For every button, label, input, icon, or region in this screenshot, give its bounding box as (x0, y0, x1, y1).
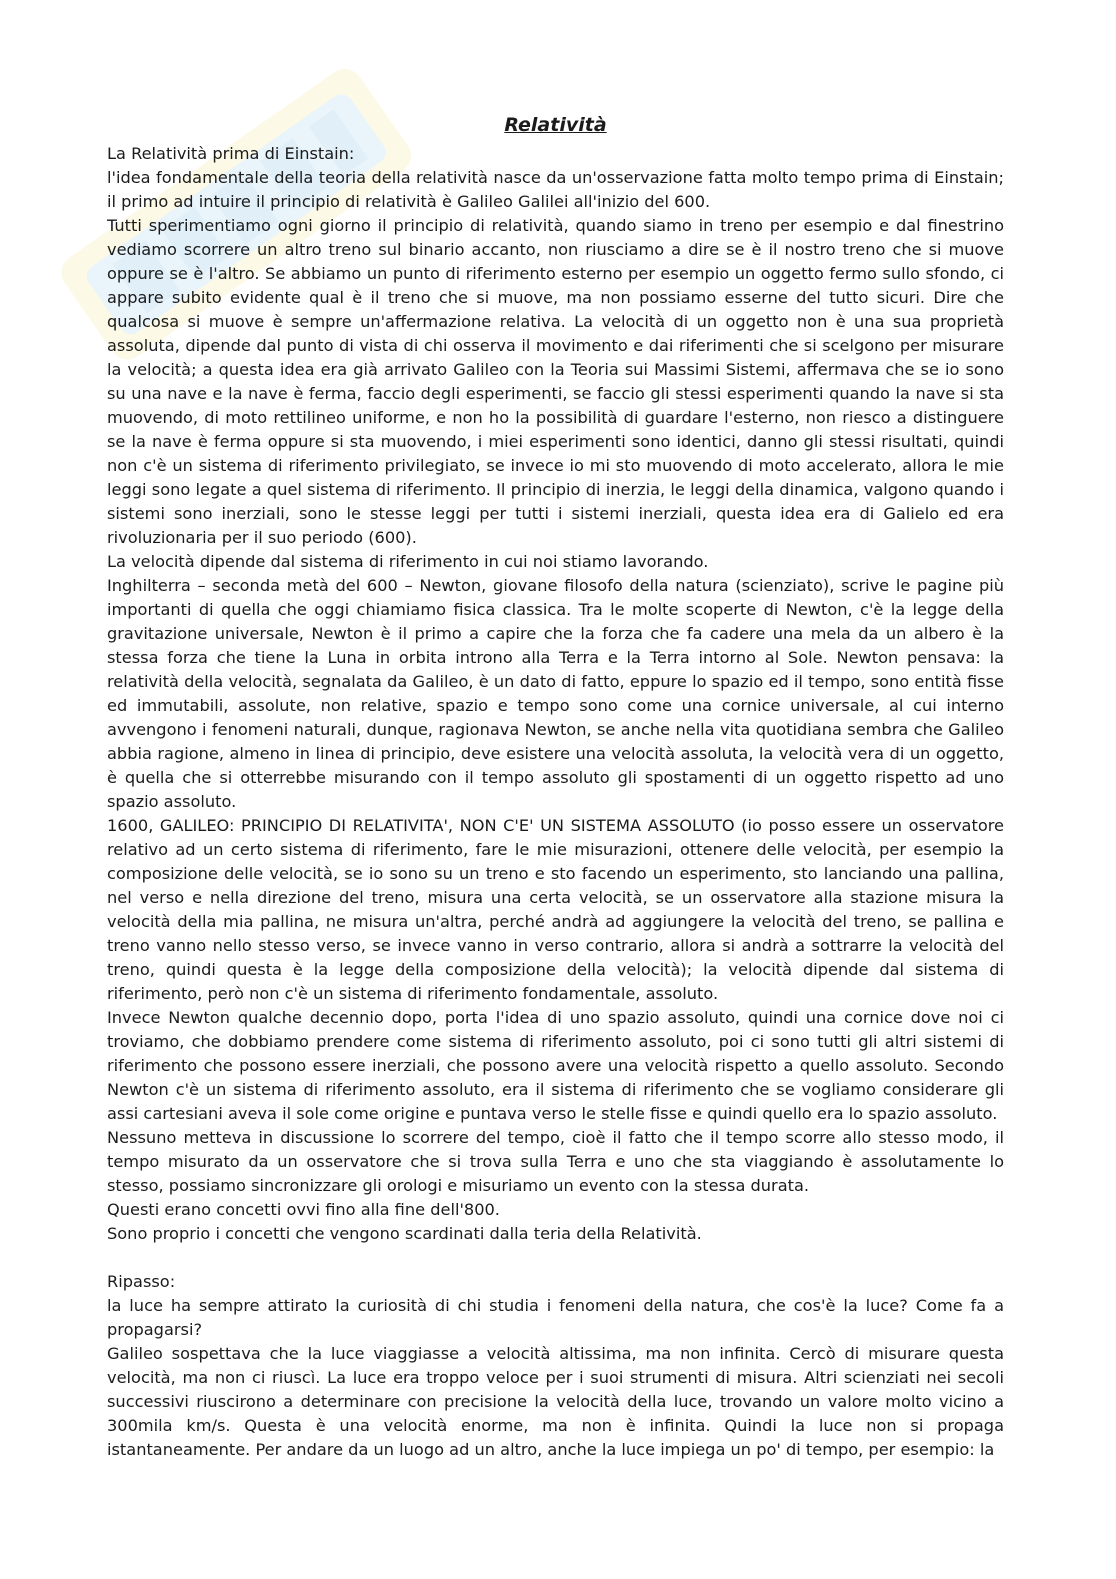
paragraph: Questi erano concetti ovvi fino alla fine dell'800. (107, 1200, 500, 1219)
document-page (107, 112, 1004, 1462)
paragraph: 1600, GALILEO: PRINCIPIO DI RELATIVITA', NON C'E' UN SISTEMA ASSOLUTO (io posso essere un osservatore relativo ad un certo sistema di riferimento, fare le mie misurazioni, ottenere delle velocità, per esempio la composizione delle velocità, se io sono su un treno e sto facendo un esperimento, sto lanciando una pallina, nel verso e nella direzione del treno, misura una certa velocità, se un osservatore alla stazione misura la velocità della mia pallina, ne misura un'altra, perché andrà ad aggiungere la velocità del treno, se pallina e treno vanno nello stesso verso, se invece vanno in verso contrario, allora si andrà a sottrarre la velocità del treno, quindi questa è la legge della composizione della velocità); la velocità dipende dal sistema di riferimento, però non c'è un sistema di riferimento fondamentale, assoluto. (107, 816, 1004, 1003)
paragraph: Inghilterra – seconda metà del 600 – Newton, giovane filosofo della natura (scienziato), scrive le pagine più importanti di quella che oggi chiamiamo fisica classica. Tra le molte scoperte di Newton, c'è la legge della gravitazione universale, Newton è il primo a capire che la forza che fa cadere una mela da un albero è la stessa forza che tiene la Luna in orbita introno alla Terra e la Terra intorno al Sole. Newton pensava: la relatività della velocità, segnalata da Galileo, è un dato di fatto, eppure lo spazio ed il tempo, sono entità fisse ed immutabili, assolute, non relative, spazio e tempo sono come una cornice universale, al cui interno avvengono i fenomeni naturali, dunque, ragionava Newton, se anche nella vita quotidiana sembra che Galileo abbia ragione, almeno in linea di principio, deve esistere una velocità assoluta, la velocità vera di un oggetto, è quella che si otterrebbe misurando con il tempo assoluto gli spostamenti di un oggetto rispetto ad uno spazio assoluto. (107, 576, 1004, 811)
section-ripasso (107, 1270, 1004, 1462)
document-title: Relatività (504, 114, 607, 136)
paragraph: Nessuno metteva in discussione lo scorrere del tempo, cioè il fatto che il tempo scorre allo stesso modo, il tempo misurato da un osservatore che si trova sulla Terra e uno che sta viaggiando è assolutamente lo stesso, possiamo sincronizzare gli orologi e misuriamo un evento con la stessa durata. (107, 1128, 1004, 1195)
paragraph: Galileo sospettava che la luce viaggiasse a velocità altissima, ma non infinita. Cercò di misurare questa velocità, ma non ci riuscì. La luce era troppo veloce per i suoi strumenti di misura. Altri scienziati nei secoli successivi riuscirono a determinare con precisione la velocità della luce, trovando un valore molto vicino a 300mila km/s. Questa è una velocità enorme, ma non è infinita. Quindi la luce non si propaga istantaneamente. Per andare da un luogo ad un altro, anche la luce impiega un po' di tempo, per esempio: la (107, 1344, 1004, 1459)
paragraph: Invece Newton qualche decennio dopo, porta l'idea di uno spazio assoluto, quindi una cornice dove noi ci troviamo, che dobbiamo prendere come sistema di riferimento assoluto, poi ci sono tutti gli altri sistemi di riferimento che possono essere inerziali, che possono avere una velocità rispetto a quello assoluto. Secondo Newton c'è un sistema di riferimento assoluto, era il sistema di riferimento che se vogliamo considerare gli assi cartesiani aveva il sole come origine e puntava verso le stelle fisse e quindi quello era lo spazio assoluto. (107, 1008, 1004, 1123)
paragraph: l'idea fondamentale della teoria della relatività nasce da un'osservazione fatta molto tempo prima di Einstain; il primo ad intuire il principio di relatività è Galileo Galilei all'inizio del 600. (107, 168, 1004, 211)
section-spacer (107, 1246, 1004, 1270)
section-heading: Ripasso: (107, 1272, 176, 1291)
paragraph: la luce ha sempre attirato la curiosità di chi studia i fenomeni della natura, che cos'è la luce? Come fa a propagarsi? (107, 1296, 1004, 1339)
paragraph: Sono proprio i concetti che vengono scardinati dalla teria della Relatività. (107, 1224, 702, 1243)
section-einstein (107, 142, 1004, 1246)
paragraph: Tutti sperimentiamo ogni giorno il principio di relatività, quando siamo in treno per esempio e dal finestrino vediamo scorrere un altro treno sul binario accanto, non riusciamo a dire se è il nostro treno che si muove oppure se è l'altro. Se abbiamo un punto di riferimento esterno per esempio un oggetto fermo sullo sfondo, ci appare subito evidente qual è il treno che si muove, ma non possiamo esserne del tutto sicuri. Dire che qualcosa si muove è sempre un'affermazione relativa. La velocità di un oggetto non è una sua proprietà assoluta, dipende dal punto di vista di chi osserva il movimento e dai riferimenti che si scelgono per misurare la velocità; a questa idea era già arrivato Galileo con la Teoria sui Massimi Sistemi, affermava che se io sono su una nave e la nave è ferma, faccio degli esperimenti, se faccio gli stessi esperimenti quando la nave si sta muovendo, di moto rettilineo uniforme, e non ho la possibilità di guardare l'esterno, non riesco a distinguere se la nave è ferma oppure si sta muovendo, i miei esperimenti sono identici, danno gli stessi risultati, quindi non c'è un sistema di riferimento privilegiato, se invece io mi sto muovendo di moto accelerato, allora le mie leggi sono legate a quel sistema di riferimento. Il principio di inerzia, le leggi della dinamica, valgono quando i sistemi sono inerziali, sono le stesse leggi per tutti i sistemi inerziali, questa idea era di Galielo ed era rivoluzionaria per il suo periodo (600). (107, 216, 1004, 547)
section-heading: La Relatività prima di Einstain: (107, 144, 355, 163)
paragraph: La velocità dipende dal sistema di riferimento in cui noi stiamo lavorando. (107, 552, 709, 571)
